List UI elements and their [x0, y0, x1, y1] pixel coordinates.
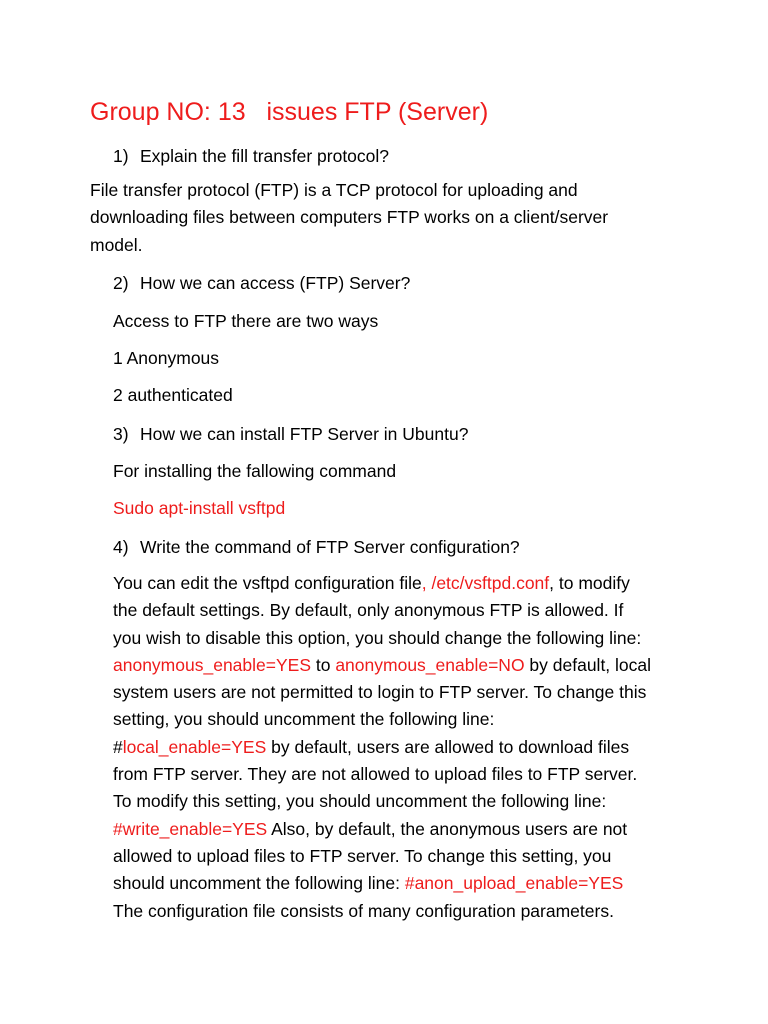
answer-line	[113, 652, 651, 679]
question-number: 4)	[113, 537, 129, 557]
answer-line	[113, 570, 651, 597]
access-way-anonymous: 1 Anonymous	[113, 348, 220, 368]
answer-text: #	[113, 736, 123, 757]
answer-1	[90, 177, 608, 259]
answer-3-intro: For installing the fallowing command	[113, 461, 397, 481]
config-setting: local_enable=YES	[122, 736, 267, 757]
question-3	[113, 421, 468, 448]
install-command: Sudo apt-install vsftpd	[113, 498, 286, 518]
answer-line: To modify this setting, you should uncomment the following line:	[113, 791, 607, 812]
answer-4	[113, 570, 651, 925]
answer-text: by default, local	[524, 654, 652, 675]
question-text: How we can access (FTP) Server?	[140, 273, 411, 293]
answer-line: from FTP server. They are not allowed to upload files to FTP server.	[113, 764, 638, 785]
config-setting: #write_enable=YES	[113, 818, 268, 839]
answer-line: downloading files between computers FTP works on a client/server	[90, 207, 609, 228]
answer-text: by default, users are allowed to download files	[266, 736, 630, 757]
question-text: Explain the fill transfer protocol?	[140, 146, 390, 166]
answer-2-intro: Access to FTP there are two ways	[113, 311, 379, 331]
answer-text: Also, by default, the anonymous users are not	[267, 818, 628, 839]
answer-line: the default settings. By default, only anonymous FTP is allowed. If	[113, 600, 624, 621]
question-number: 1)	[113, 146, 129, 166]
answer-line	[113, 870, 651, 897]
config-setting: #anon_upload_enable=YES	[404, 873, 624, 894]
answer-text: , to modify	[549, 573, 630, 593]
answer-text: to	[311, 654, 336, 675]
config-setting: anonymous_enable=NO	[335, 654, 525, 675]
answer-line: allowed to upload files to FTP server. To change this setting, you	[113, 845, 612, 866]
answer-text: You can edit the vsftpd configuration file	[113, 573, 422, 593]
answer-line: model.	[90, 234, 143, 255]
config-path: , /etc/vsftpd.conf	[421, 573, 550, 593]
page-title: Group NO: 13 issues FTP (Server)	[90, 98, 489, 126]
config-setting: anonymous_enable=YES	[113, 654, 311, 675]
answer-text: should uncomment the following line:	[113, 873, 405, 894]
answer-line: you wish to disable this option, you should change the following line:	[113, 627, 642, 648]
access-way-authenticated: 2 authenticated	[113, 385, 233, 405]
question-number: 2)	[113, 273, 129, 293]
question-number: 3)	[113, 424, 129, 444]
question-1	[113, 143, 389, 170]
answer-line: system users are not permitted to login to FTP server. To change this	[113, 682, 647, 703]
answer-line	[113, 734, 651, 761]
answer-line: setting, you should uncomment the following line:	[113, 709, 495, 730]
answer-line: File transfer protocol (FTP) is a TCP protocol for uploading and	[90, 180, 578, 200]
question-4	[113, 534, 520, 561]
answer-line: The configuration file consists of many configuration parameters.	[113, 900, 614, 921]
question-text: How we can install FTP Server in Ubuntu?	[140, 424, 469, 444]
question-text: Write the command of FTP Server configuration?	[140, 537, 520, 557]
answer-line	[113, 816, 651, 843]
question-2	[113, 270, 410, 297]
